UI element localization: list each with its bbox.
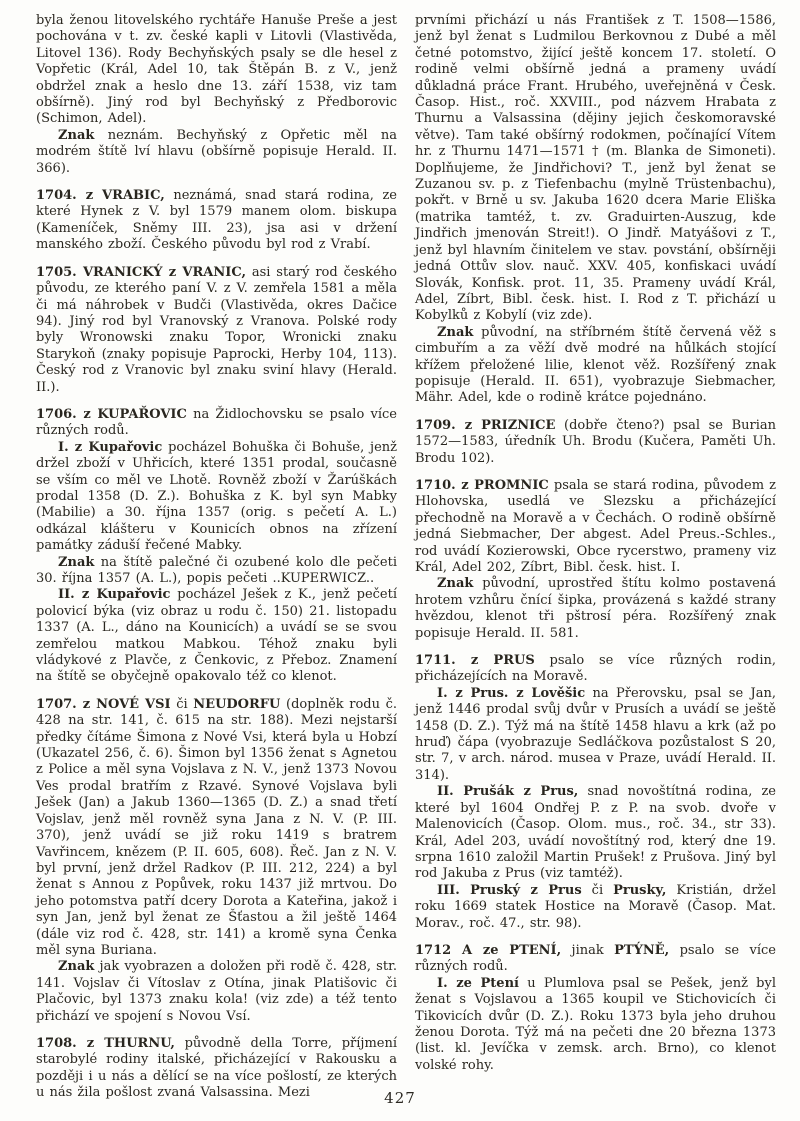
entry-1709	[415, 418, 776, 467]
text-run: jak vyobrazen a doložen při rodě č. 428, str. 141. Vojslav či Vítoslav z Otína, jinak Platišovic či Plačovic, byl 1373 znaku kola! (viz zde) a též tento přichází ve spojení s Novou Vsí.	[36, 959, 397, 1024]
text-run: asi starý rod českého původu, ze kterého paní V. z V. zemřela 1581 a měla či má náhrobek v Budči (Vlastivěda, okres Dačice 94). Jiný rod byl Vranovský z Vranova. Polské rody byly Wronowski znaku Topor, Wronicki znaku Starykoň (znaky popisuje Paprocki, Herby 104, 113). Český rod z Vranovic byl znaku sviní hlavy (Herald. II.).	[36, 264, 397, 395]
entry-1706	[36, 407, 397, 440]
text-run: byla ženou litovelského rychtáře Hanuše Preše a jest pochována v t. zv. české kapli v Litovli (Vlastivěda, Litovel 136). Rody Bechyňských psaly se dle hesel z Vopřetic (Král, Adel 10, tak Štěpán B. z V., jenž obdržel znak a heslo dne 13. září 1538, viz tam obšírně). Jiný rod byl Bechyňský z Předborovic (Schimon, Adel).	[36, 13, 397, 127]
bold-run-in: III. Pruský z Prus	[437, 882, 582, 898]
text-run: na štítě palečné či ozubené kolo dle pečeti 30. října 1357 (A. L.), popis pečeti ..KUPERWICZ..	[36, 554, 397, 586]
bold-run-in: Znak	[58, 554, 95, 570]
bold-run-in: 1708. z THURNU,	[36, 1035, 175, 1051]
entry-1707	[36, 697, 397, 960]
bold-run-in: Znak	[437, 324, 474, 340]
bold-run-in: Znak	[58, 959, 95, 975]
text-run: či	[581, 882, 614, 898]
text-run: pocházel Ješek z K., jenž pečetí polovicí býka (viz obraz u rodu č. 150) 21. listopadu 1337 (A. L., dáno na Kounicích) a uvádí se se svou zemřelou matkou Mabkou. Téhož znaku byli vládykové z Plavče, z Čenkovic, z Přeboz. Znamení na štítě se obyčejně opakovalo též co klenot.	[36, 587, 397, 685]
text-run: (dobře čteno?) psal se Burian 1572—1583, úředník Uh. Brodu (Kučera, Paměti Uh. Brodu 102).	[415, 417, 776, 466]
bold-run-in: 1710. z PROMNIC	[415, 477, 549, 493]
text-run: či	[170, 696, 194, 712]
bold-run-in: 1706. z KUPAŘOVIC	[36, 406, 187, 422]
entry-1711	[415, 653, 776, 686]
page-number: 427	[384, 1089, 416, 1107]
sub-1711-iii	[415, 883, 776, 932]
entry-1704	[36, 188, 397, 254]
znak-1708	[415, 325, 776, 407]
text-run: psalo se více různých rodin, přicházejících na Moravě.	[415, 653, 776, 685]
entry-1705	[36, 265, 397, 396]
text-run: pocházel Bohuška či Bohuše, jenž držel zboží v Uhřicích, které 1351 prodal, současně se vším co měl ve Lhotě. Rovněž zboží v Žarúškách prodal 1358 (D. Z.). Bohuška z K. byl syn Mabky (Mabilie) a 30. října 1357 (orig. s pečetí A. L.) odkázal klášteru v Kounicích obnos na zřízení památky záduší řečené Mabky.	[36, 439, 397, 554]
text-run: u Plumlova psal se Pešek, jenž byl ženat s Vojslavou a 1365 koupil ve Stichovicích či Tikovicích dvůr (D. Z.). Roku 1373 byla jeho druhou ženou Dorota. Týž má na pečeti dne 20 března 1373 (list. kl. Jevíčka v zemsk. arch. Brno), co klenot volské rohy.	[415, 975, 776, 1073]
bold-run-in: 1705. VRANICKÝ z VRANIC,	[36, 264, 246, 280]
bold-run-in: 1711. z PRUS	[415, 653, 535, 669]
znak-bechynsky	[36, 128, 397, 177]
text-run: původně della Torre, příjmení starobylé rodiny italské, přicházející v Rakousku a později i u nás a dělící se na více pošlostí, ze kterých u nás žila pošlost zvaná Valsassina. Mezi	[36, 1035, 397, 1101]
sub-1711-i	[415, 686, 776, 784]
continuation-bechynsky	[36, 13, 397, 128]
bold-run-in: 1707. z NOVÉ VSI	[36, 696, 171, 712]
text-run: psalo se více různých rodů.	[415, 942, 776, 975]
entry-1710	[415, 478, 776, 576]
bold-run-in: Znak	[58, 127, 95, 143]
text-run: na Židlochovsku se psalo více různých rodů.	[36, 406, 397, 439]
bold-run-in: NEUDORFU	[193, 696, 281, 712]
sub-1706-i	[36, 440, 397, 555]
text-run: na Přerovsku, psal se Jan, jenž 1446 prodal svůj dvůr v Prusích a uvádí se ještě 1458 (D. Z.). Týž má na štítě 1458 hlavu a krk (až po hruď) čápa (vyobrazuje Sedláčkova pozůstalost S 20, str. 7, v arch. národ. musea v Praze, uvádí Herald. II. 314).	[415, 685, 776, 783]
text-run: snad novoštítná rodina, ze které byl 1604 Ondřej P. z P. na svob. dvoře v Malenovicích (Časop. Olom. mus., roč. 34., str 33). Král, Adel 203, uvádí novoštítný rod, který dne 19. srpna 1610 založil Martin Prušek! z Prušova. Jiný byl rod Jakuba z Prus (viz tamtéž).	[415, 784, 776, 882]
sub-1712-i	[415, 976, 776, 1074]
znak-1707	[36, 959, 397, 1025]
bold-run-in: I. z Prus. z Lověšic	[437, 685, 586, 701]
continuation-thurn	[415, 13, 776, 325]
right-column	[415, 13, 776, 1102]
bold-run-in: I. ze Ptení	[437, 975, 519, 991]
text-run: Kristián, držel roku 1669 statek Hostice na Moravě (Časop. Mat. Morav., roč. 47., str. 98).	[415, 882, 776, 931]
bold-run-in: 1712 A ze PTENÍ,	[415, 942, 562, 958]
bold-run-in: I. z Kupařovic	[58, 439, 163, 455]
bold-run-in: Prusky,	[613, 882, 667, 898]
text-run: jinak	[561, 942, 615, 958]
znak-1706-i	[36, 555, 397, 588]
bold-run-in: II. z Kupařovic	[58, 587, 171, 603]
left-column	[36, 13, 397, 1102]
text-run: neznám. Bechyňský z Opřetic měl na modrém štítě lví hlavu (obšírně popisuje Herald. II. 366).	[36, 127, 397, 176]
bold-run-in: Znak	[437, 576, 474, 592]
text-run: neznámá, snad stará rodina, ze které Hynek z V. byl 1579 manem olom. biskupa (Kameníček, Sněmy III. 23), jsa asi v držení manského zboží. Českého původu byl rod z Vrabí.	[36, 188, 397, 253]
znak-1710	[415, 576, 776, 642]
bold-run-in: II. Prušák z Prus,	[437, 784, 579, 800]
sub-1711-ii	[415, 784, 776, 882]
text-run: původní, uprostřed štítu kolmo postavená hrotem vzhůru čnící šipka, provázená s každé strany hvězdou, klenot tři pštrosí péra. Rozšířený znak popisuje Herald. II. 581.	[415, 576, 776, 641]
text-run: (doplněk rodu č. 428 na str. 141, č. 615 na str. 188). Mezi nejstarší předky čítáme Šimona z Nové Vsi, která byla u Hobzí (Ukazatel 256, č. 6). Šimon byl 1356 ženat s Agnetou z Police a měl syna Vojslava z N. V., jenž 1373 Novou Ves prodal bratřím z Rzavé. Synové Vojslava byli Ješek (Jan) a Jakub 1360—1365 (D. Z.) a snad třetí Vojslav, jenž měl rovněž syna Jana z N. V. (P. III. 370), jenž uvádí se již roku 1419 s bratrem Vavřincem, knězem (P. II. 605, 608). Řeč. Jan z N. V. byl první, jenž držel Radkov (P. III. 212, 224) a byl ženat s Annou z Popůvek, roku 1437 již mrtvou. Do jeho potomstva patří dcery Dorota a Kateřina, jakož i syn Jan, jenž byl ženat ze Šťastou a žil ještě 1464 (dále viz rod č. 428, str. 141) a kromě syna Čenka měl syna Buriana.	[36, 696, 397, 958]
text-run: psala se stará rodina, původem z Hlohovska, usedlá ve Slezsku a přicházející přechodně na Moravě a v Čechách. O rodině obšírně jedná Siebmacher, Der abgest. Adel Preus.-Schles., rod uvádí Kozierowski, Obce rycerstwo, prameny viz Král, Adel 202, Zíbrt, Bibl. česk. hist. I.	[415, 477, 777, 575]
entry-1712	[415, 943, 776, 976]
text-run: původní, na stříbrném štítě červená věž s cimbuřím a za věží dvě modré na hůlkách stojící křížem přeložené lilie, klenot věž. Rozšířený znak popisuje (Herald. II. 651), vyobrazuje Siebmacher, Mähr. Adel, kde o rodině krátce pojednáno.	[415, 324, 776, 406]
bold-run-in: 1704. z VRABIC,	[36, 188, 165, 204]
sub-1706-ii	[36, 587, 397, 685]
text-run: prvními přichází u nás František z T. 1508—1586, jenž byl ženat s Ludmilou Berkovnou z Dubé a měl četné potomstvo, žijící ještě koncem 17. století. O rodině velmi obšírně jedná a prameny uvádí důkladná práce Frant. Hrubého, uveřejněná v Česk. Časop. Hist., roč. XXVIII., pod názvem Hrabata z Thurnu a Valsassina (dějiny jejich českomoravské větve). Tam také obšírný rodokmen, počínající Vítem hr. z Thurnu 1471—1571 † (m. Blanka de Simoneti). Doplňujeme, že Jindřichovi? T., jenž byl ženat se Zuzanou sv. p. z Tiefenbachu (mylně Trüstenbachu), pokřt. v Brně u sv. Jakuba 1620 dcera Marie Eliška (matrika tamtéž, t. zv. Graduirten-Auszug, kde Jindřich jmenován Streit!). O Jindř. Matyášovi z T., jenž byl hlavním činitelem ve stav. povstání, obšírněji jedná Ottův slov. nauč. XXV. 405, konfiskaci uvádí Slovák, Konfisk. prot. 11, 35. Prameny uvádí Král, Adel, Zíbrt, Bibl. česk. hist. I. Rod z T. přichází u Kobylků z Kobylí (viz zde).	[415, 13, 776, 324]
bold-run-in: PTÝNĚ,	[614, 942, 670, 958]
bold-run-in: 1709. z PRIZNICE	[415, 417, 556, 433]
